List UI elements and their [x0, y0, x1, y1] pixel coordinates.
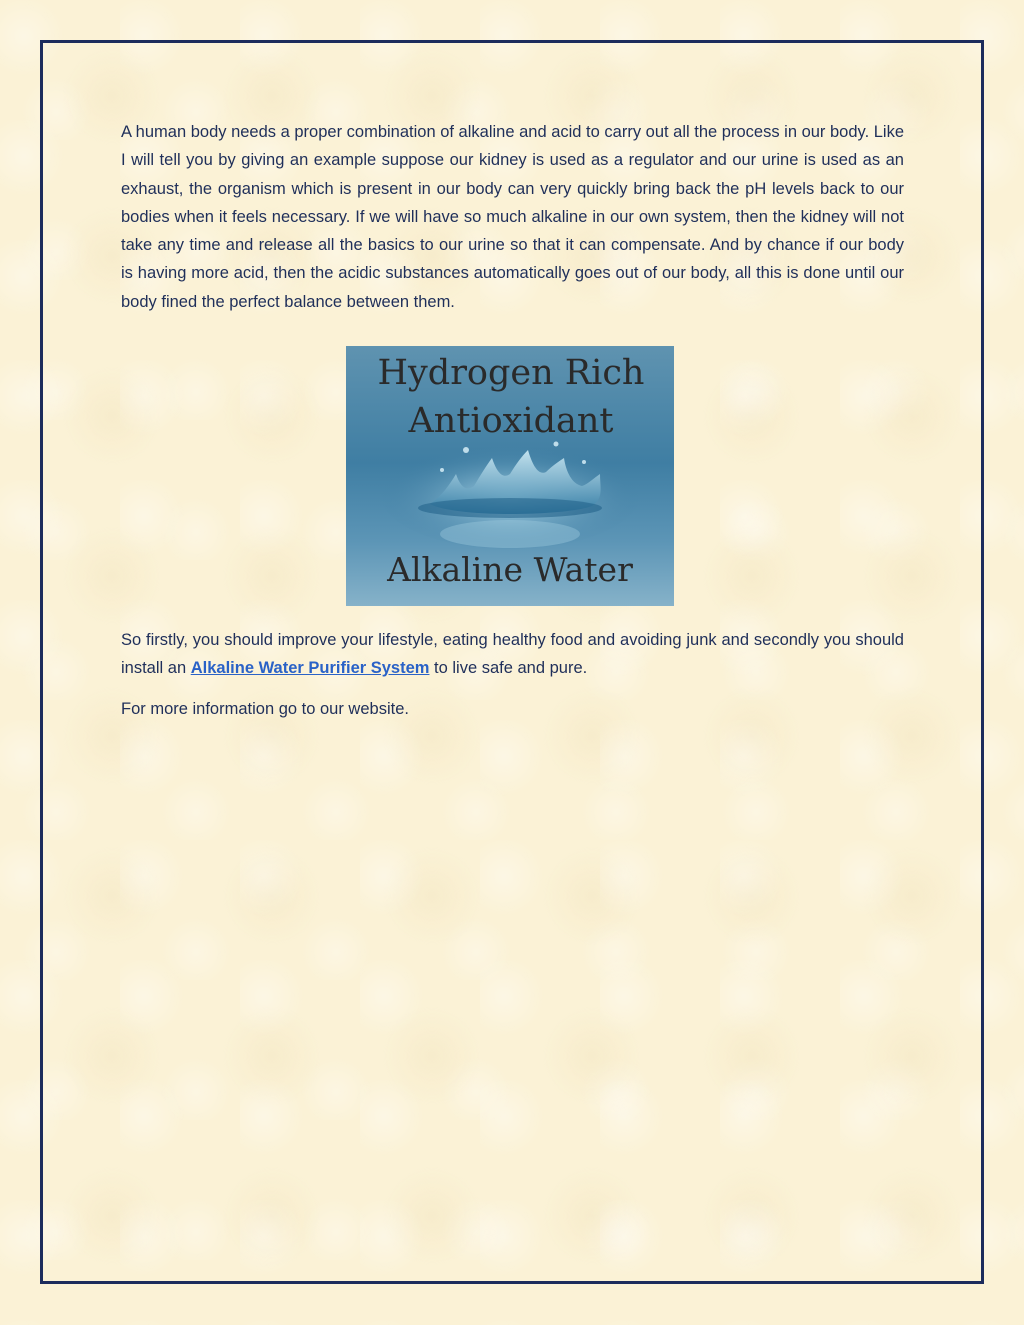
image-title-line-1: Hydrogen Rich — [377, 353, 644, 394]
document-content — [121, 118, 904, 723]
droplet — [553, 442, 558, 447]
droplet — [582, 460, 586, 464]
alkaline-water-image — [346, 346, 674, 606]
paragraph-recommendation-end: to live safe and pure. — [429, 659, 588, 678]
water-surface — [418, 498, 602, 518]
paragraph-recommendation-start: So firstly, you should improve your lifestyle, eating healthy food and avoiding junk and secondly you should install an — [121, 631, 904, 678]
alkaline-water-purifier-link[interactable]: Alkaline Water Purifier System — [190, 659, 430, 678]
paragraph-more-info: For more information go to our website. — [121, 699, 409, 718]
paragraph-intro: A human body needs a proper combination of alkaline and acid to carry out all the process in our body. Like I will tell you by giving an example suppose our kidney is used as a regulator and our urine is used as an exhaust, the organism which is present in our body can very quickly bring back the pH levels back to our bodies when it feels necessary. If we will have so much alkaline in our own system, then the kidney will not take any time and release all the basics to our urine so that it can compensate. And by chance if our body is having more acid, then the acidic substances automatically goes out of our body, all this is done until our body fined the perfect balance between them. — [121, 123, 905, 311]
image-title-line-3: Alkaline Water — [386, 550, 633, 590]
image-title-line-2: Antioxidant — [408, 401, 613, 442]
paragraph-recommendation — [121, 626, 904, 683]
droplet — [440, 468, 444, 472]
droplet — [463, 447, 469, 453]
water-reflection — [440, 520, 580, 548]
